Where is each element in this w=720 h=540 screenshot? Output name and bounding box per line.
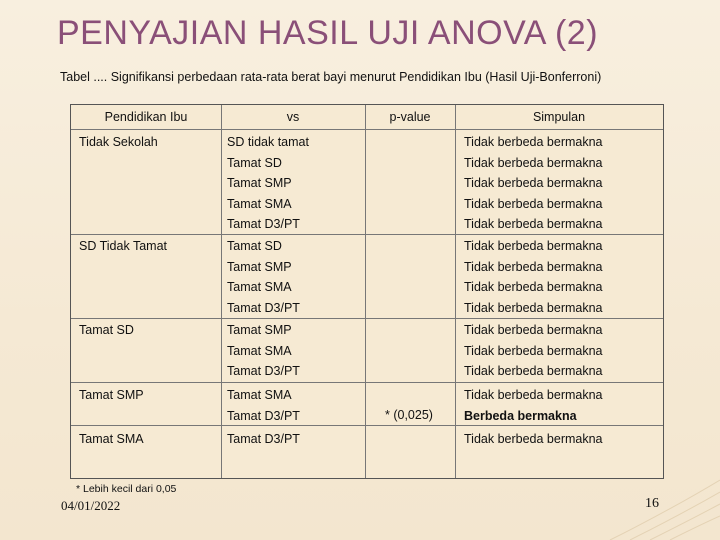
table-row-group: Tamat SD	[79, 323, 134, 337]
simpulan-cell: Tidak berbeda bermakna	[464, 259, 603, 274]
simpulan-cell: Tidak berbeda bermakna	[464, 155, 603, 170]
vs-cell: Tamat SMA	[227, 280, 292, 294]
vs-cell: SD tidak tamat	[227, 135, 309, 149]
table-row-vs-list	[227, 385, 300, 426]
vs-cell: Tamat SMP	[227, 176, 292, 190]
table-row-vs-list	[227, 429, 300, 450]
header-p-value: p-value	[389, 110, 431, 124]
simpulan-cell: Tidak berbeda bermakna	[464, 135, 603, 149]
header-simpulan: Simpulan	[532, 110, 586, 124]
simpulan-cell: Tidak berbeda bermakna	[464, 280, 603, 294]
table-row-vs-list	[227, 320, 300, 382]
simpulan-cell-significant: Berbeda bermakna	[464, 408, 577, 423]
simpulan-cell: Tidak berbeda bermakna	[464, 364, 603, 378]
table-row-vs-list	[227, 132, 309, 235]
table-row-simpulan-list	[464, 320, 603, 382]
slide-title: PENYAJIAN HASIL UJI ANOVA (2)	[57, 14, 599, 52]
vs-cell: Tamat D3/PT	[227, 432, 300, 446]
table-row-simpulan-list	[464, 236, 603, 318]
vs-cell: Tamat D3/PT	[227, 300, 300, 315]
simpulan-cell: Tidak berbeda bermakna	[464, 217, 603, 231]
row-divider	[71, 382, 663, 383]
table-row-group: Tamat SMA	[79, 432, 144, 446]
simpulan-cell: Tidak berbeda bermakna	[464, 176, 603, 190]
header-vs: vs	[286, 110, 300, 124]
simpulan-cell: Tidak berbeda bermakna	[464, 196, 603, 211]
vs-cell: Tamat SD	[227, 239, 282, 253]
vs-cell: Tamat D3/PT	[227, 217, 300, 231]
vs-cell: Tamat D3/PT	[227, 408, 300, 423]
header-pendidikan-ibu: Pendidikan Ibu	[104, 110, 188, 124]
column-divider	[455, 105, 456, 478]
vs-cell: Tamat SMP	[227, 259, 292, 274]
simpulan-cell: Tidak berbeda bermakna	[464, 300, 603, 315]
table-row-group: Tamat SMP	[79, 388, 144, 402]
column-divider	[365, 105, 366, 478]
table-row-vs-list	[227, 236, 300, 318]
p-value-cell: * (0,025)	[385, 408, 433, 422]
vs-cell: Tamat SMA	[227, 196, 292, 211]
vs-cell: Tamat D3/PT	[227, 364, 300, 378]
footnote: * Lebih kecil dari 0,05	[76, 483, 177, 495]
page-number: 16	[645, 496, 659, 511]
simpulan-cell: Tidak berbeda bermakna	[464, 388, 603, 402]
table-row-simpulan-list	[464, 429, 603, 450]
simpulan-cell: Tidak berbeda bermakna	[464, 239, 603, 253]
vs-cell: Tamat SMA	[227, 388, 292, 402]
table-caption: Tabel .... Signifikansi perbedaan rata-rata berat bayi menurut Pendidikan Ibu (Hasil Uji-Bonferroni)	[60, 70, 602, 84]
simpulan-cell: Tidak berbeda bermakna	[464, 343, 603, 358]
simpulan-cell: Tidak berbeda bermakna	[464, 323, 603, 337]
row-divider	[71, 318, 663, 319]
table-row-simpulan-list	[464, 132, 603, 235]
table-row-group: SD Tidak Tamat	[79, 239, 168, 253]
vs-cell: Tamat SMP	[227, 323, 292, 337]
table-row-simpulan-list	[464, 385, 603, 426]
slide-date: 04/01/2022	[61, 498, 121, 513]
bonferroni-table	[70, 104, 664, 479]
vs-cell: Tamat SD	[227, 155, 282, 170]
row-divider	[71, 129, 663, 130]
table-row-group: Tidak Sekolah	[79, 135, 158, 149]
simpulan-cell: Tidak berbeda bermakna	[464, 432, 603, 446]
column-divider	[221, 105, 222, 478]
vs-cell: Tamat SMA	[227, 343, 292, 358]
